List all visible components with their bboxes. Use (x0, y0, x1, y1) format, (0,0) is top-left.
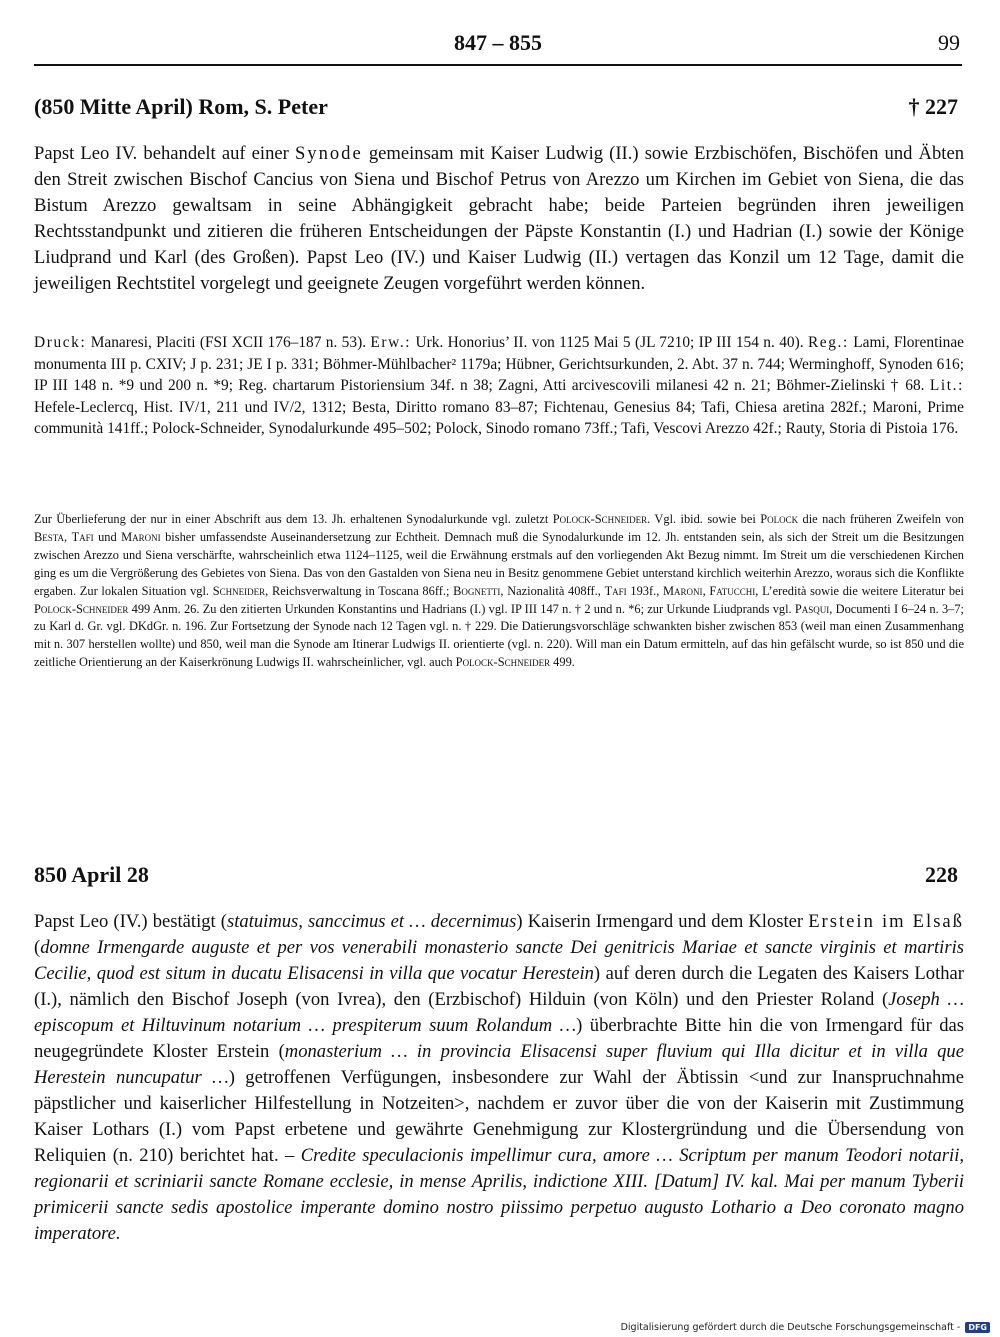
regest-spaced-term: Erstein im Elsaß (808, 911, 964, 932)
regest-spaced-term: Synode (294, 143, 363, 164)
note-author: Polock-Schneider (552, 512, 648, 526)
regest-text: gemeinsam mit Kaiser Ludwig (II.) sowie Erzbischöfen, Bischöfen und Äbten den Streit zwischen Bischof Cancius von Siena und Bischof Petrus von Arezzo um Kirchen im Gebiet von Siena, die das Bistum Arezzo gewaltsam in seine Abhängigkeit gebracht habe; beide Parteien begründen ihren jeweiligen Rechtsstandpunkt und zitieren die früheren Entscheidungen der Päpste Konstantin (I.) und Hadrian (I.) sowie der Könige Liudprand und Karl (des Großen). Papst Leo (IV.) und Kaiser Ludwig (II.) vertagen das Konzil um 12 Tage, damit die jeweiligen Rechtstitel vorgelegt und geeignete Zeugen vorgeführt werden können. (34, 143, 964, 294)
note-text: 499 Anm. 26. Zu den zitierten Urkunden Konstantins und Hadrians (I.) vgl. IP III 147 n. † 2 und n. *6; zur Urkunde Liudprands vgl. (128, 601, 795, 616)
regest-text: ) überbrachte Bitte hin die von Irmengard für das neugegründete Kloster Erstein ( (34, 1015, 964, 1062)
year-range: 847 – 855 (454, 30, 542, 55)
note-text: bisher umfassendste Auseinandersetzung zur Echtheit. Demnach muß die Synodalurkunde im 12. Jh. entstanden sein, als sich der Streit um die Besitzungen zwischen Arezzo und Siena verschärfte, wahrscheinlich etwa 1124–1125, weil die Erwähnung erstmals auf den vorliegenden Akt Bezug nimmt. Im Streit um die verschiedenen Kirchen ging es um die Vergrößerung des Gebietes von Siena. Das von den Gastalden von Siena neu in Besitz genommene Gebiet unterstand kirchlich weiterhin Arezzo, woraus sich die Konflikte ergaben. Zur lokalen Situation vgl. (34, 529, 965, 598)
note-author: Polock-Schneider (455, 655, 551, 670)
regest-quote: Joseph … episcopum et Hiltuvinum notarium … prespiterum suum Rolandum … (34, 989, 964, 1036)
entry-228-date: 850 April 28 (34, 862, 149, 887)
note-text: Zur Überlieferung der nur in einer Abschrift aus dem 13. Jh. erhaltenen Synodalurkunde vgl. zuletzt (34, 512, 553, 526)
regest-text: ( (34, 937, 41, 958)
note-author: Maroni (663, 583, 703, 598)
note-author: Maroni (121, 529, 161, 544)
note-author: Pasqui (794, 601, 830, 616)
dfg-logo-icon: DFG (965, 1322, 990, 1333)
note-author: Bognetti (453, 583, 501, 598)
regest-text: Papst Leo (IV.) bestätigt ( (34, 911, 227, 932)
note-text: 499. (550, 655, 575, 670)
entry-227-heading (34, 94, 962, 124)
entry-228-regest (34, 909, 964, 1247)
regest-quote: domne Irmengarde auguste et per vos venerabili monasterio sancte Dei genitricis Mariae et sancte virginis et martiris Cecilie, quod est situm in ducatu Elisacensi in villa que vocatur Herestein (34, 937, 964, 984)
note-text: und (93, 529, 122, 544)
note-text: , (702, 583, 710, 598)
page-number: 99 (938, 30, 960, 55)
note-author: Polock-Schneider (34, 601, 129, 616)
note-author: Besta (34, 529, 65, 544)
note-author: Tafi (604, 583, 627, 598)
regest-text: ) Kaiserin Irmengard und dem Kloster (516, 911, 809, 932)
regest-quote: monasterium … in provincia Elisacensi super fluvium qui Illa dicitur et in villa que Herestein nuncupatur … (34, 1041, 964, 1088)
note-author: Schneider (212, 583, 266, 598)
note-text: , Nazionalità 408ff., (500, 583, 605, 598)
regest-text: ) auf deren durch die Legaten des Kaisers Lothar (I.), nämlich den Bischof Joseph (von Ivrea), den (Erzbischof) Hilduin (von Köln) und den Priester Roland ( (34, 963, 964, 1010)
note-author: Fatucchi (709, 583, 756, 598)
digitization-footer (621, 1322, 990, 1333)
lit-text: Hefele-Leclercq, Hist. IV/1, 211 und IV/2, 1312; Besta, Diritto romano 83–87; Fichtenau, Genesius 84; Tafi, Chiesa aretina 282f.; Maroni, Prime communità 141ff.; Polock-Schneider, Synodalurkunde 495–502; Polock, Sinodo romano 73ff.; Tafi, Vescovi Arezzo 42f.; Rauty, Storia di Pistoia 176. (34, 398, 964, 437)
entry-227-date-place: (850 Mitte April) Rom, S. Peter (34, 94, 328, 119)
entry-227-regest (34, 141, 964, 297)
note-author: Polock (760, 512, 799, 526)
note-author: Tafi (71, 529, 94, 544)
entry-227-commentary (34, 511, 964, 672)
note-text: die nach früheren Zweifeln von (798, 512, 965, 526)
regest-quote: Credite speculacionis impellimur cura, amore … Scriptum per manum Teodori notarii, regionarii et scriniarii sancte Romane ecclesie, in mense Aprilis, indictione XIII. [Datum] IV. kal. Mai per manum Tyberii primicerii sancte sedis apostolice imperante domino nostro piissimo perpetuo augusto Lothario a Deo coronato magno imperatore. (34, 1145, 965, 1244)
druck-text: Manaresi, Placiti (FSI XCII 176–187 n. 53). (86, 334, 371, 351)
regest-text: ) getroffenen Verfügungen, insbesondere zur Wahl der Äbtissin <und zur Inanspruchnahme päpstlicher und kaiserlicher Hilfestellung in Notzeiten>, nachdem er zuvor über die von der Kaiserin mit Zustimmung Kaiser Lothars (I.) vom Papst erbetene und gewährte Genehmigung zur Klostergründung und die Übersendung von Reliquien (n. 210) berichtet hat. – (34, 1067, 964, 1166)
regest-quote: statuimus, sanccimus et … decernimus (227, 911, 517, 932)
druck-label: Druck: (34, 334, 87, 351)
note-text: , Reichsverwaltung in Toscana 86ff.; (265, 583, 454, 598)
note-text: , Documenti I 6–24 n. 3–7; zu Karl d. Gr. vgl. DKdGr. n. 196. Zur Fortsetzung der Synode nach 12 Tagen vgl. n. † 229. Die Datierungsvorschläge schwankten bisher zwischen 853 (weil man einen Zusammenhang mit n. 307 herstellen wollte) und 850, weil man die Synode am Itinerar Ludwigs II. orientierte (vgl. n. 220). Will man ein Datum ermitteln, auf das hin gefälscht wurde, so ist 850 und die zeitliche Orientierung an der Kaiserkrönung Ludwigs II. wahrscheinlicher, vgl. auch (34, 601, 965, 670)
reg-text: Lami, Florentinae monumenta III p. CXIV; J p. 231; JE I p. 331; Böhmer-Mühlbacher² 1179a; Hübner, Gerichtsurkunden, 2. Abt. 37 n. 744; Werminghoff, Synoden 616; IP III 148 n. *9 und 200 n. *9; Reg. chartarum Pistoriensium 34f. n 38; Zagni, Atti arcivescovili milanesi 42 n. 21; Böhmer-Zielinski † 68. (34, 334, 964, 394)
note-text: , (64, 529, 72, 544)
running-header (34, 30, 962, 66)
erw-text: Urk. Honorius’ II. von 1125 Mai 5 (JL 7210; IP III 154 n. 40). (411, 334, 808, 351)
lit-label: Lit.: (929, 377, 964, 394)
entry-227-druck-block (34, 332, 964, 440)
note-text: , L’eredità sowie die weitere Literatur bei (755, 583, 964, 598)
regest-text: Papst Leo IV. behandelt auf einer (34, 143, 295, 164)
reg-label: Reg.: (807, 334, 849, 351)
note-text: . Vgl. ibid. sowie bei (647, 512, 761, 526)
erw-label: Erw.: (370, 334, 412, 351)
footer-text: Digitalisierung gefördert durch die Deutsche Forschungsgemeinschaft - (620, 1322, 961, 1333)
entry-228-number: 228 (925, 862, 958, 887)
note-text: 193f., (626, 583, 664, 598)
entry-227-number: † 227 (908, 94, 958, 119)
entry-228-heading (34, 862, 962, 892)
